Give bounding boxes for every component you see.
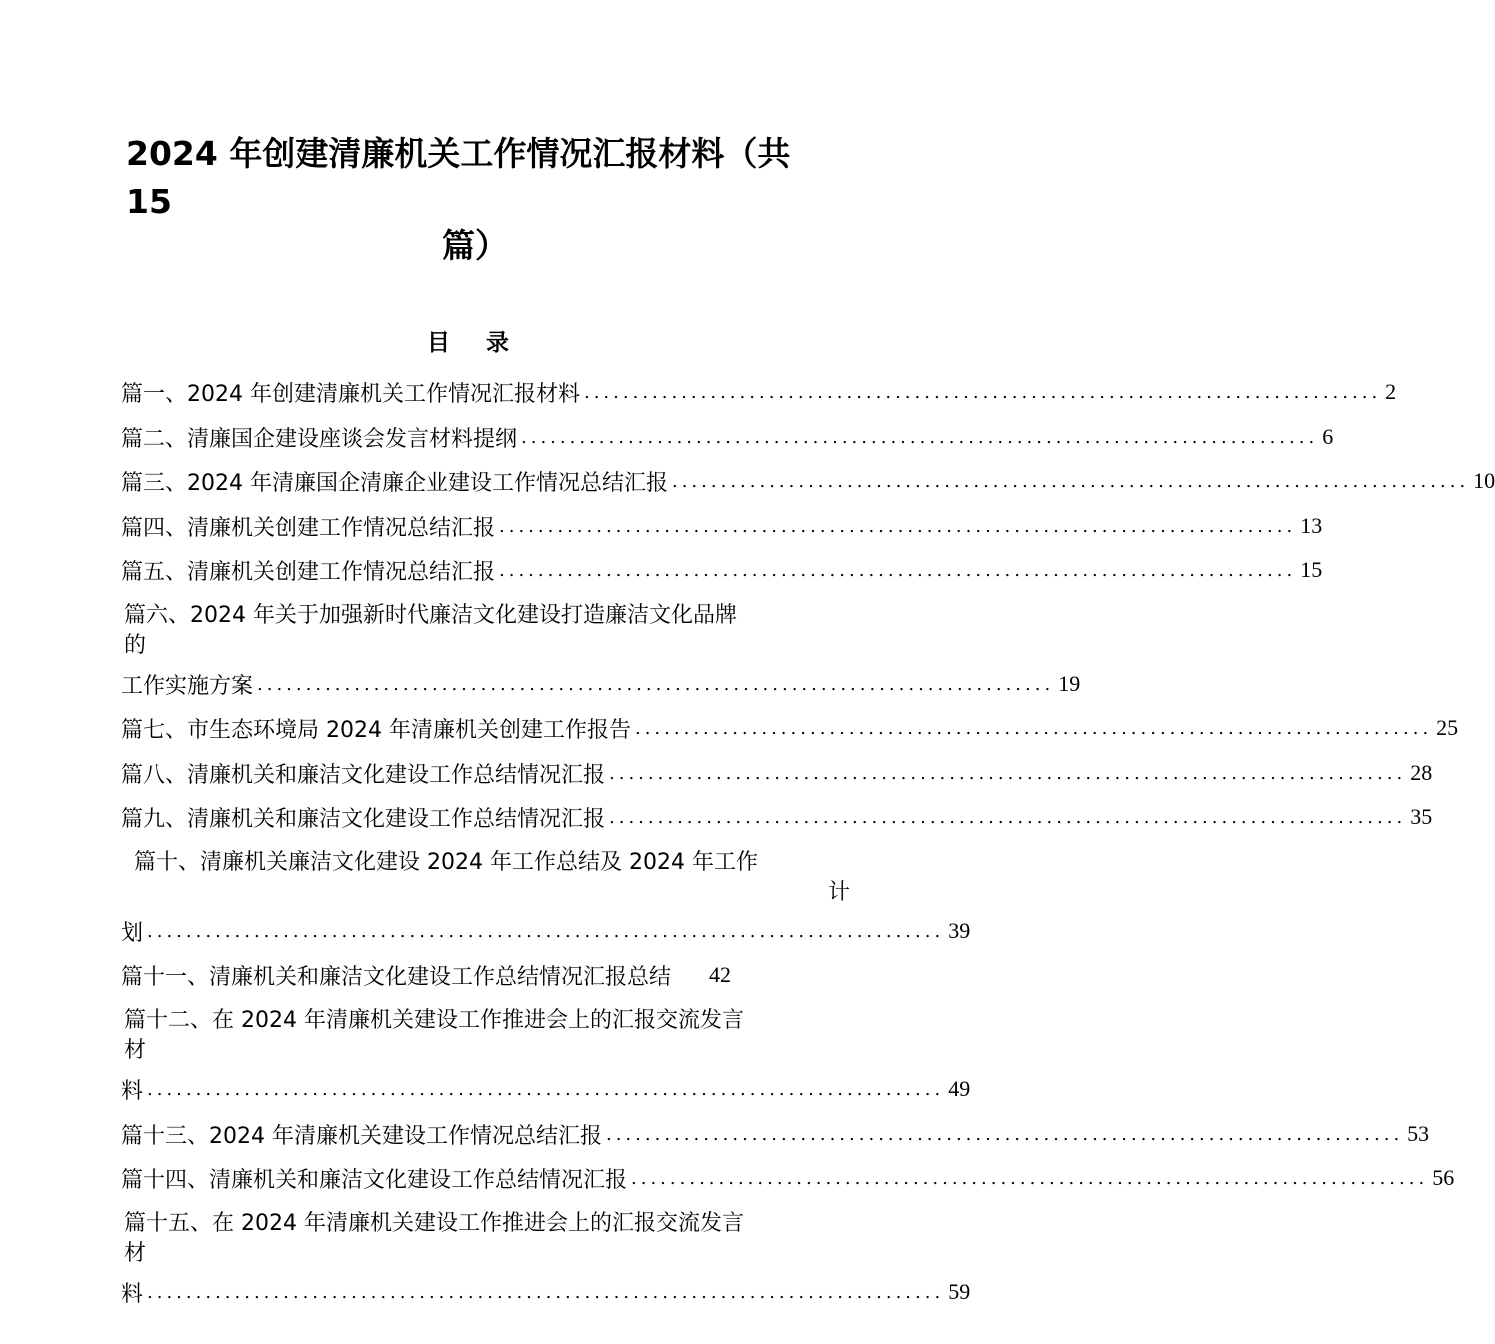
toc-leader-dots: .................................................................................. [499,559,1297,581]
toc-entry-title: 篇三、2024 年清廉国企清廉企业建设工作情况总结汇报 [121,470,668,496]
toc-entry-page: 53 [1407,1121,1430,1146]
toc-entry-title-wrap-tail: 材 [124,1038,147,1063]
toc-entry-title: 篇十一、清廉机关和廉洁文化建设工作总结情况汇报总结 [121,964,672,990]
toc-entry-title-wrapped[interactable]: 篇十五、在 2024 年清廉机关建设工作推进会上的汇报交流发言 [124,1211,744,1236]
toc-entry[interactable] [121,1072,971,1106]
toc-entry-title-wrapped[interactable]: 篇六、2024 年关于加强新时代廉洁文化建设打造廉洁文化品牌 [124,603,737,628]
toc-leader-dots: .................................................................................. [631,1167,1429,1189]
toc-entry-title: 工作实施方案 [121,673,254,699]
toc-entry-page: 28 [1410,760,1433,785]
toc-entry-page: 35 [1410,804,1433,829]
toc-entry-title-wrapped[interactable]: 篇十二、在 2024 年清廉机关建设工作推进会上的汇报交流发言 [124,1008,744,1033]
toc-entry[interactable] [121,1161,1455,1195]
toc-entry-title-wrap-tail: 材 [124,1241,147,1266]
toc-entry[interactable] [121,420,1334,454]
toc-entry-page: 56 [1432,1165,1455,1190]
toc-entry[interactable] [121,711,1459,745]
toc-entry-page: 39 [948,918,971,943]
toc-entry-title: 篇二、清廉国企建设座谈会发言材料提纲 [121,426,518,452]
document-title-continuation: 篇） [442,226,508,265]
toc-entry[interactable] [121,756,1433,790]
toc-entry[interactable] [121,667,1081,701]
toc-entry-title: 篇十三、2024 年清廉机关建设工作情况总结汇报 [121,1123,602,1149]
toc-entry-page: 59 [948,1279,971,1304]
toc-leader-dots: .................................................................................. [605,1123,1404,1145]
toc-entry[interactable] [121,800,1433,834]
toc-leader-dots: .................................................................................. [147,1281,945,1303]
toc-entry-page: 49 [948,1076,971,1101]
toc-entry-title: 篇四、清廉机关创建工作情况总结汇报 [121,515,496,541]
toc-leader-dots: .................................................................................. [147,1078,945,1100]
toc-entry[interactable] [121,1117,1430,1151]
toc-leader-dots: .................................................................................. [257,673,1055,695]
toc-entry[interactable] [121,958,843,992]
toc-entry[interactable] [121,509,1323,543]
toc-entry-page: 19 [1058,671,1081,696]
toc-leader-dots: .................................................................................. [609,806,1407,828]
toc-entry-page: 10 [1473,468,1495,493]
toc-entry-title: 篇五、清廉机关创建工作情况总结汇报 [121,559,496,585]
toc-entry-title-wrapped[interactable]: 篇十、清廉机关廉洁文化建设 2024 年工作总结及 2024 年工作 [134,850,758,875]
toc-entry[interactable] [121,375,1397,409]
toc-entry-title: 篇八、清廉机关和廉洁文化建设工作总结情况汇报 [121,762,606,788]
toc-leader-dots: .................................................................................. [521,426,1319,448]
toc-leader-dots: .................................................................................. [609,762,1407,784]
toc-entry[interactable] [121,553,1323,587]
toc-leader-dots: .................................................................................. [634,717,1433,739]
toc-entry-title: 篇十四、清廉机关和廉洁文化建设工作总结情况汇报 [121,1167,628,1193]
toc-entry-title: 篇七、市生态环境局 2024 年清廉机关创建工作报告 [121,717,631,743]
toc-leader-dots: .................................................................................. [583,381,1382,403]
toc-entry-title: 篇一、2024 年创建清廉机关工作情况汇报材料 [121,381,580,407]
toc-leader-dots: .................................................................................. [147,920,945,942]
toc-leader-dots: .................................................................................. [499,515,1297,537]
toc-leader-dots: .................................................................................. [671,470,1470,492]
toc-entry-page: 2 [1385,379,1397,404]
toc-entry-page: 25 [1436,715,1459,740]
document-title: 2024 年创建清廉机关工作情况汇报材料（共 15 [126,134,791,221]
toc-entry-page: 42 [709,962,732,987]
toc-entry-title: 料 [121,1281,144,1307]
toc-entry-title-wrap-tail: 的 [124,633,147,658]
toc-entry[interactable] [121,464,1495,498]
toc-heading: 目 录 [426,330,523,356]
toc-entry-page: 15 [1300,557,1323,582]
toc-entry[interactable] [121,914,971,948]
toc-entry-page: 13 [1300,513,1323,538]
toc-entry-title: 料 [121,1078,144,1104]
toc-entry[interactable] [121,1275,971,1309]
toc-entry-title: 篇九、清廉机关和廉洁文化建设工作总结情况汇报 [121,806,606,832]
toc-entry-page: 6 [1322,424,1334,449]
toc-entry-title: 划 [121,920,144,946]
toc-entry-title-wrap-tail: 计 [827,880,850,905]
